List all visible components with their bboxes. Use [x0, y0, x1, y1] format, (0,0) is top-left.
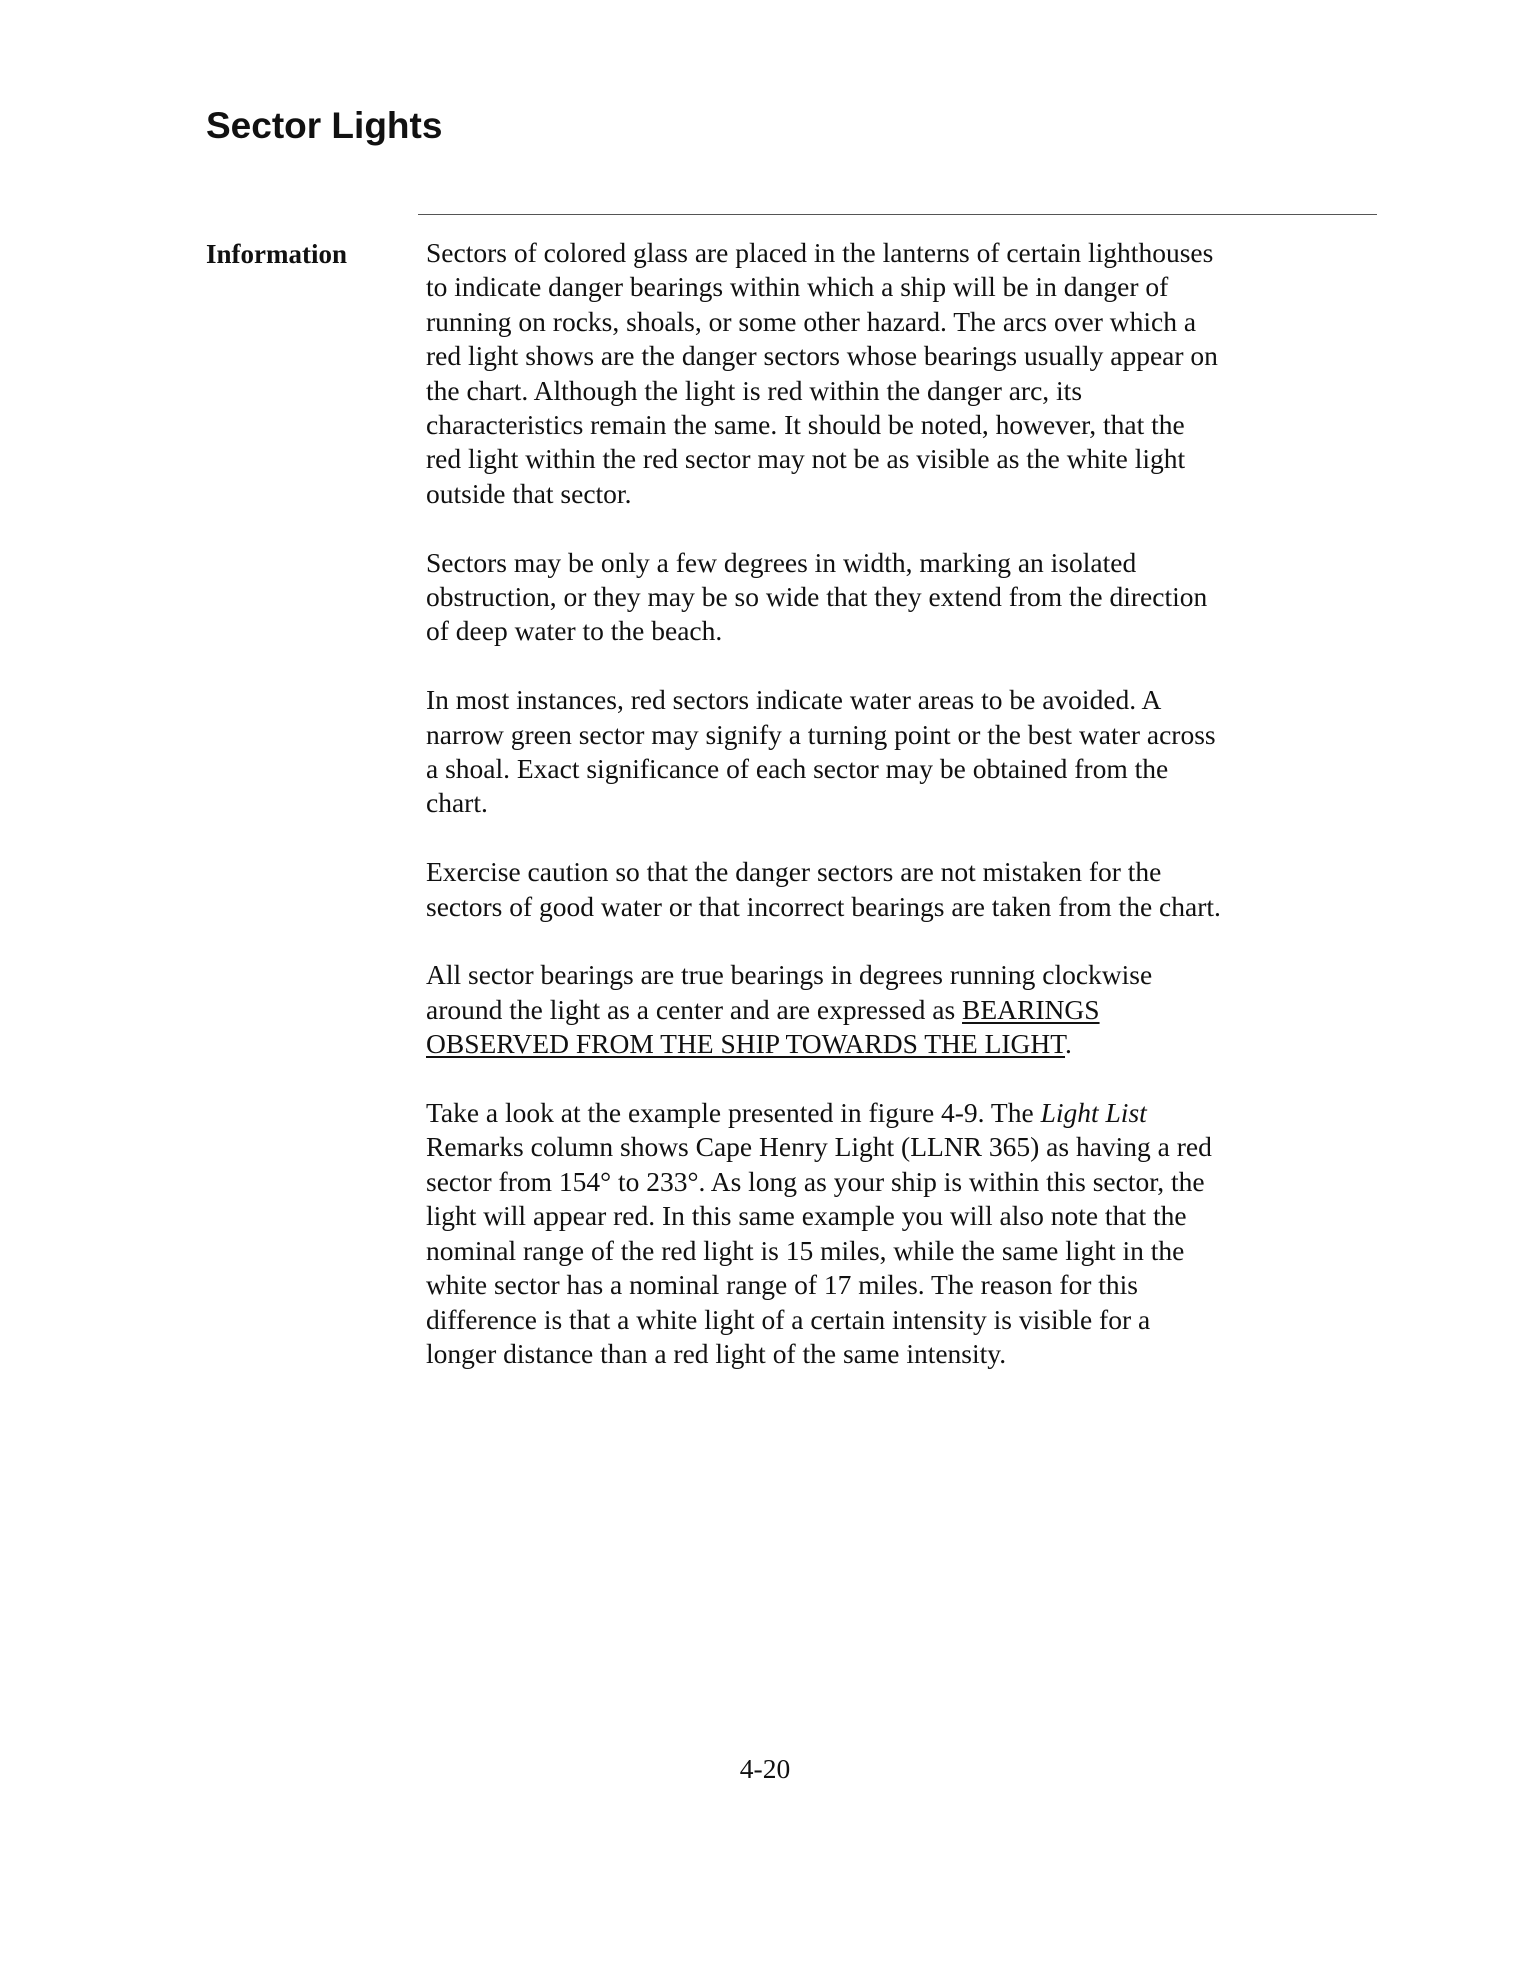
text-line: red light within the red sector may not be as visible as the white light — [426, 443, 1186, 475]
paragraph-exercise-caution — [426, 855, 1346, 924]
text-line: difference is that a white light of a certain intensity is visible for a — [426, 1303, 1151, 1335]
text-run: Take a look at the example presented in figure 4-9. The — [426, 1097, 1041, 1129]
paragraph-sector-bearings — [426, 958, 1346, 1061]
page-number: 4-20 — [739, 1753, 791, 1784]
text-line: nominal range of the red light is 15 miles, while the same light in the — [426, 1234, 1185, 1266]
text-line: Remarks column shows Cape Henry Light (LLNR 365) as having a red — [426, 1131, 1212, 1163]
paragraph-colored-glass — [426, 236, 1346, 511]
text-line: In most instances, red sectors indicate water areas to be avoided. A — [426, 684, 1162, 716]
text-line: to indicate danger bearings within which a ship will be in danger of — [426, 271, 1169, 303]
text-line: obstruction, or they may be so wide that they extend from the direction — [426, 581, 1208, 613]
section-label: Information — [206, 239, 347, 269]
underlined-text: BEARINGS — [962, 993, 1100, 1025]
text-line: red light shows are the danger sectors whose bearings usually appear on — [426, 340, 1218, 372]
page-title: Sector Lights — [206, 105, 443, 146]
text-line: a shoal. Exact significance of each sector may be obtained from the — [426, 753, 1169, 785]
text-run: . — [1065, 1028, 1072, 1060]
text-line: characteristics remain the same. It should be noted, however, that the — [426, 409, 1185, 441]
text-line — [426, 1096, 1346, 1130]
italic-text: Light List — [1040, 1097, 1147, 1129]
paragraph-red-green-sectors — [426, 683, 1346, 821]
underlined-text: OBSERVED FROM THE SHIP TOWARDS THE LIGHT — [426, 1028, 1066, 1060]
text-line: running on rocks, shoals, or some other hazard. The arcs over which a — [426, 305, 1197, 337]
text-line: white sector has a nominal range of 17 miles. The reason for this — [426, 1269, 1139, 1301]
paragraph-example — [426, 1096, 1346, 1371]
text-line: outside that sector. — [426, 477, 632, 509]
text-line — [426, 1027, 1346, 1061]
text-line: All sector bearings are true bearings in degrees running clockwise — [426, 959, 1153, 991]
text-line: narrow green sector may signify a turning point or the best water across — [426, 718, 1216, 750]
text-line: Exercise caution so that the danger sectors are not mistaken for the — [426, 856, 1162, 888]
text-line: longer distance than a red light of the same intensity. — [426, 1337, 1007, 1369]
text-line: of deep water to the beach. — [426, 615, 723, 647]
body-text — [426, 236, 1346, 1406]
text-line: sector from 154° to 233°. As long as your ship is within this sector, the — [426, 1165, 1205, 1197]
text-line — [426, 993, 1346, 1027]
section-divider — [418, 214, 1377, 215]
text-line: Sectors of colored glass are placed in the lanterns of certain lighthouses — [426, 237, 1214, 268]
text-run: around the light as a center and are expressed as — [426, 993, 963, 1025]
text-line: chart. — [426, 787, 488, 819]
text-line: light will appear red. In this same example you will also note that the — [426, 1200, 1187, 1232]
paragraph-sector-width — [426, 546, 1346, 649]
text-line: sectors of good water or that incorrect bearings are taken from the chart. — [426, 890, 1221, 922]
text-line: Sectors may be only a few degrees in width, marking an isolated — [426, 546, 1137, 578]
text-line: the chart. Although the light is red within the danger arc, its — [426, 374, 1083, 406]
